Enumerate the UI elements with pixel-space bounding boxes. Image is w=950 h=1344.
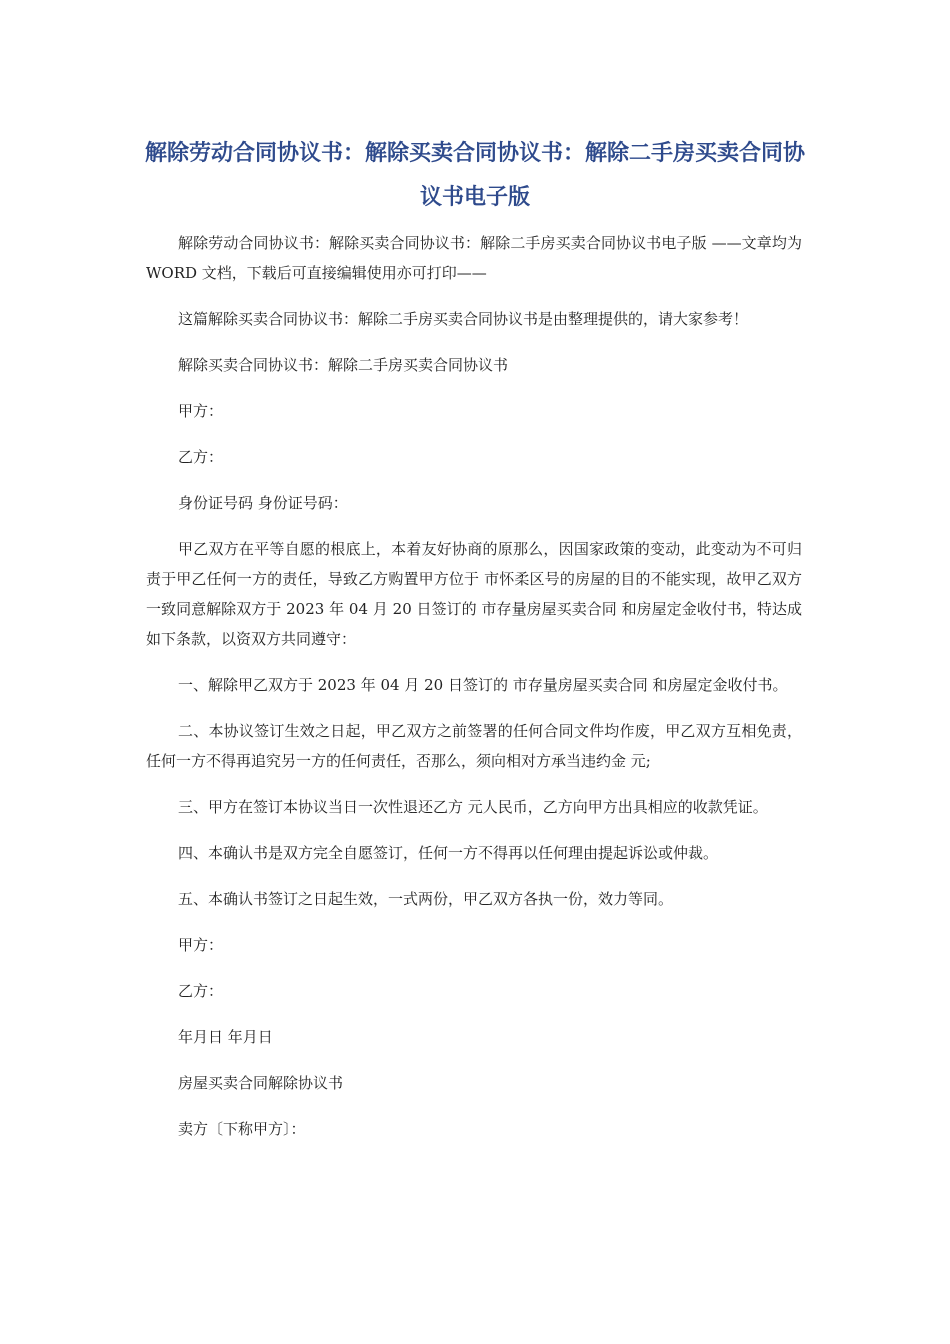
id-number-label: 身份证号码 身份证号码： <box>178 494 348 512</box>
signature-dates: 年月日 年月日 <box>178 1028 273 1046</box>
signature-party-b: 乙方： <box>178 982 224 1000</box>
party-a-label: 甲方： <box>178 402 224 420</box>
preamble-paragraph: 甲乙双方在平等自愿的根底上，本着友好协商的原那么，因国家政策的变动，此变动为不可归责于甲乙任何一方的责任，导致乙方购置甲方位于 市怀柔区号的房屋的目的不能实现，故甲乙双方一致同意解除双方于 2023 年 04 月 20 日签订的 市存量房屋买卖合同 和房屋定金收付书，特达成如下条款，以资双方共同遵守： <box>146 540 802 648</box>
clause-5: 五、本确认书签订之日起生效，一式两份，甲乙双方各执一份，效力等同。 <box>178 890 674 908</box>
clause-3: 三、甲方在签订本协议当日一次性退还乙方 元人民币，乙方向甲方出具相应的收款凭证。 <box>178 798 768 816</box>
clause-2: 二、本协议签订生效之日起，甲乙双方之前签署的任何合同文件均作废，甲乙双方互相免责，任何一方不得再追究另一方的任何责任，否那么，须向相对方承当违约金 元; <box>146 722 802 770</box>
second-agreement-heading: 房屋买卖合同解除协议书 <box>178 1074 344 1092</box>
agreement-heading: 解除买卖合同协议书：解除二手房买卖合同协议书 <box>178 356 509 374</box>
signature-party-a: 甲方： <box>178 936 224 954</box>
seller-label: 卖方〔下称甲方〕： <box>178 1120 306 1138</box>
clause-4: 四、本确认书是双方完全自愿签订，任何一方不得再以任何理由提起诉讼或仲裁。 <box>178 844 719 862</box>
document-title: 解除劳动合同协议书：解除买卖合同协议书：解除二手房买卖合同协议书电子版 <box>144 141 805 210</box>
intro-paragraph: 解除劳动合同协议书：解除买卖合同协议书：解除二手房买卖合同协议书电子版 ——文章均为 WORD 文档，下载后可直接编辑使用亦可打印—— <box>146 234 802 282</box>
party-b-label: 乙方： <box>178 448 224 466</box>
document-body <box>146 228 802 1160</box>
reference-note: 这篇解除买卖合同协议书：解除二手房买卖合同协议书是由整理提供的，请大家参考！ <box>178 310 749 328</box>
clause-1: 一、解除甲乙双方于 2023 年 04 月 20 日签订的 市存量房屋买卖合同 和房屋定金收付书。 <box>178 676 788 694</box>
